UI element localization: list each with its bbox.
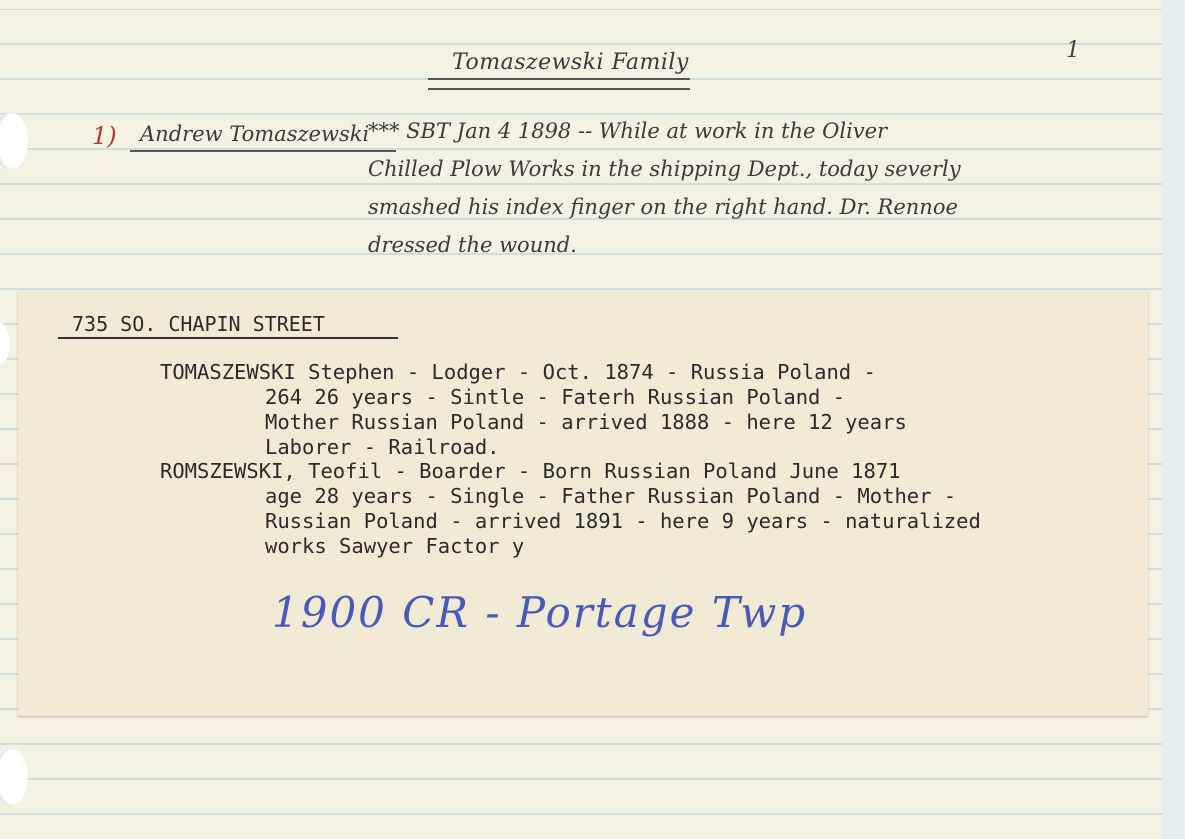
entry-line: Chilled Plow Works in the shipping Dept., today severly <box>368 157 961 181</box>
page-number: 1 <box>1066 38 1080 63</box>
address-underline <box>58 337 398 339</box>
entry-line: *** SBT Jan 4 1898 -- While at work in the Oliver <box>368 119 888 143</box>
entry-line: dressed the wound. <box>368 233 577 257</box>
record-line: works Sawyer Factor y <box>265 534 525 558</box>
entry-number: 1) <box>92 122 117 150</box>
entry-name: Andrew Tomaszewski <box>140 122 370 146</box>
census-record <box>160 360 907 460</box>
address-heading: 735 SO. CHAPIN STREET <box>72 312 325 336</box>
record-line: Laborer - Railroad. <box>265 435 500 459</box>
title-underline <box>428 78 690 90</box>
page-title: Tomaszewski Family <box>452 50 689 75</box>
handwritten-note: 1900 CR - Portage Twp <box>272 588 808 637</box>
record-line: age 28 years - Single - Father Russian Poland - Mother - <box>265 484 957 508</box>
record-line: Russian Poland - arrived 1891 - here 9 years - naturalized <box>265 509 981 533</box>
census-record <box>160 459 981 559</box>
page-edge <box>1162 0 1185 839</box>
record-line: Mother Russian Poland - arrived 1888 - here 12 years <box>265 410 907 434</box>
entry-text <box>368 112 1108 264</box>
record-line: 264 26 years - Sintle - Faterh Russian Poland - <box>265 385 846 409</box>
record-line: ROMSZEWSKI, Teofil - Boarder - Born Russian Poland June 1871 <box>160 459 901 483</box>
record-line: TOMASZEWSKI Stephen - Lodger - Oct. 1874 - Russia Poland - <box>160 360 876 384</box>
name-underline <box>130 150 396 152</box>
entry-line: smashed his index finger on the right hand. Dr. Rennoe <box>368 195 958 219</box>
